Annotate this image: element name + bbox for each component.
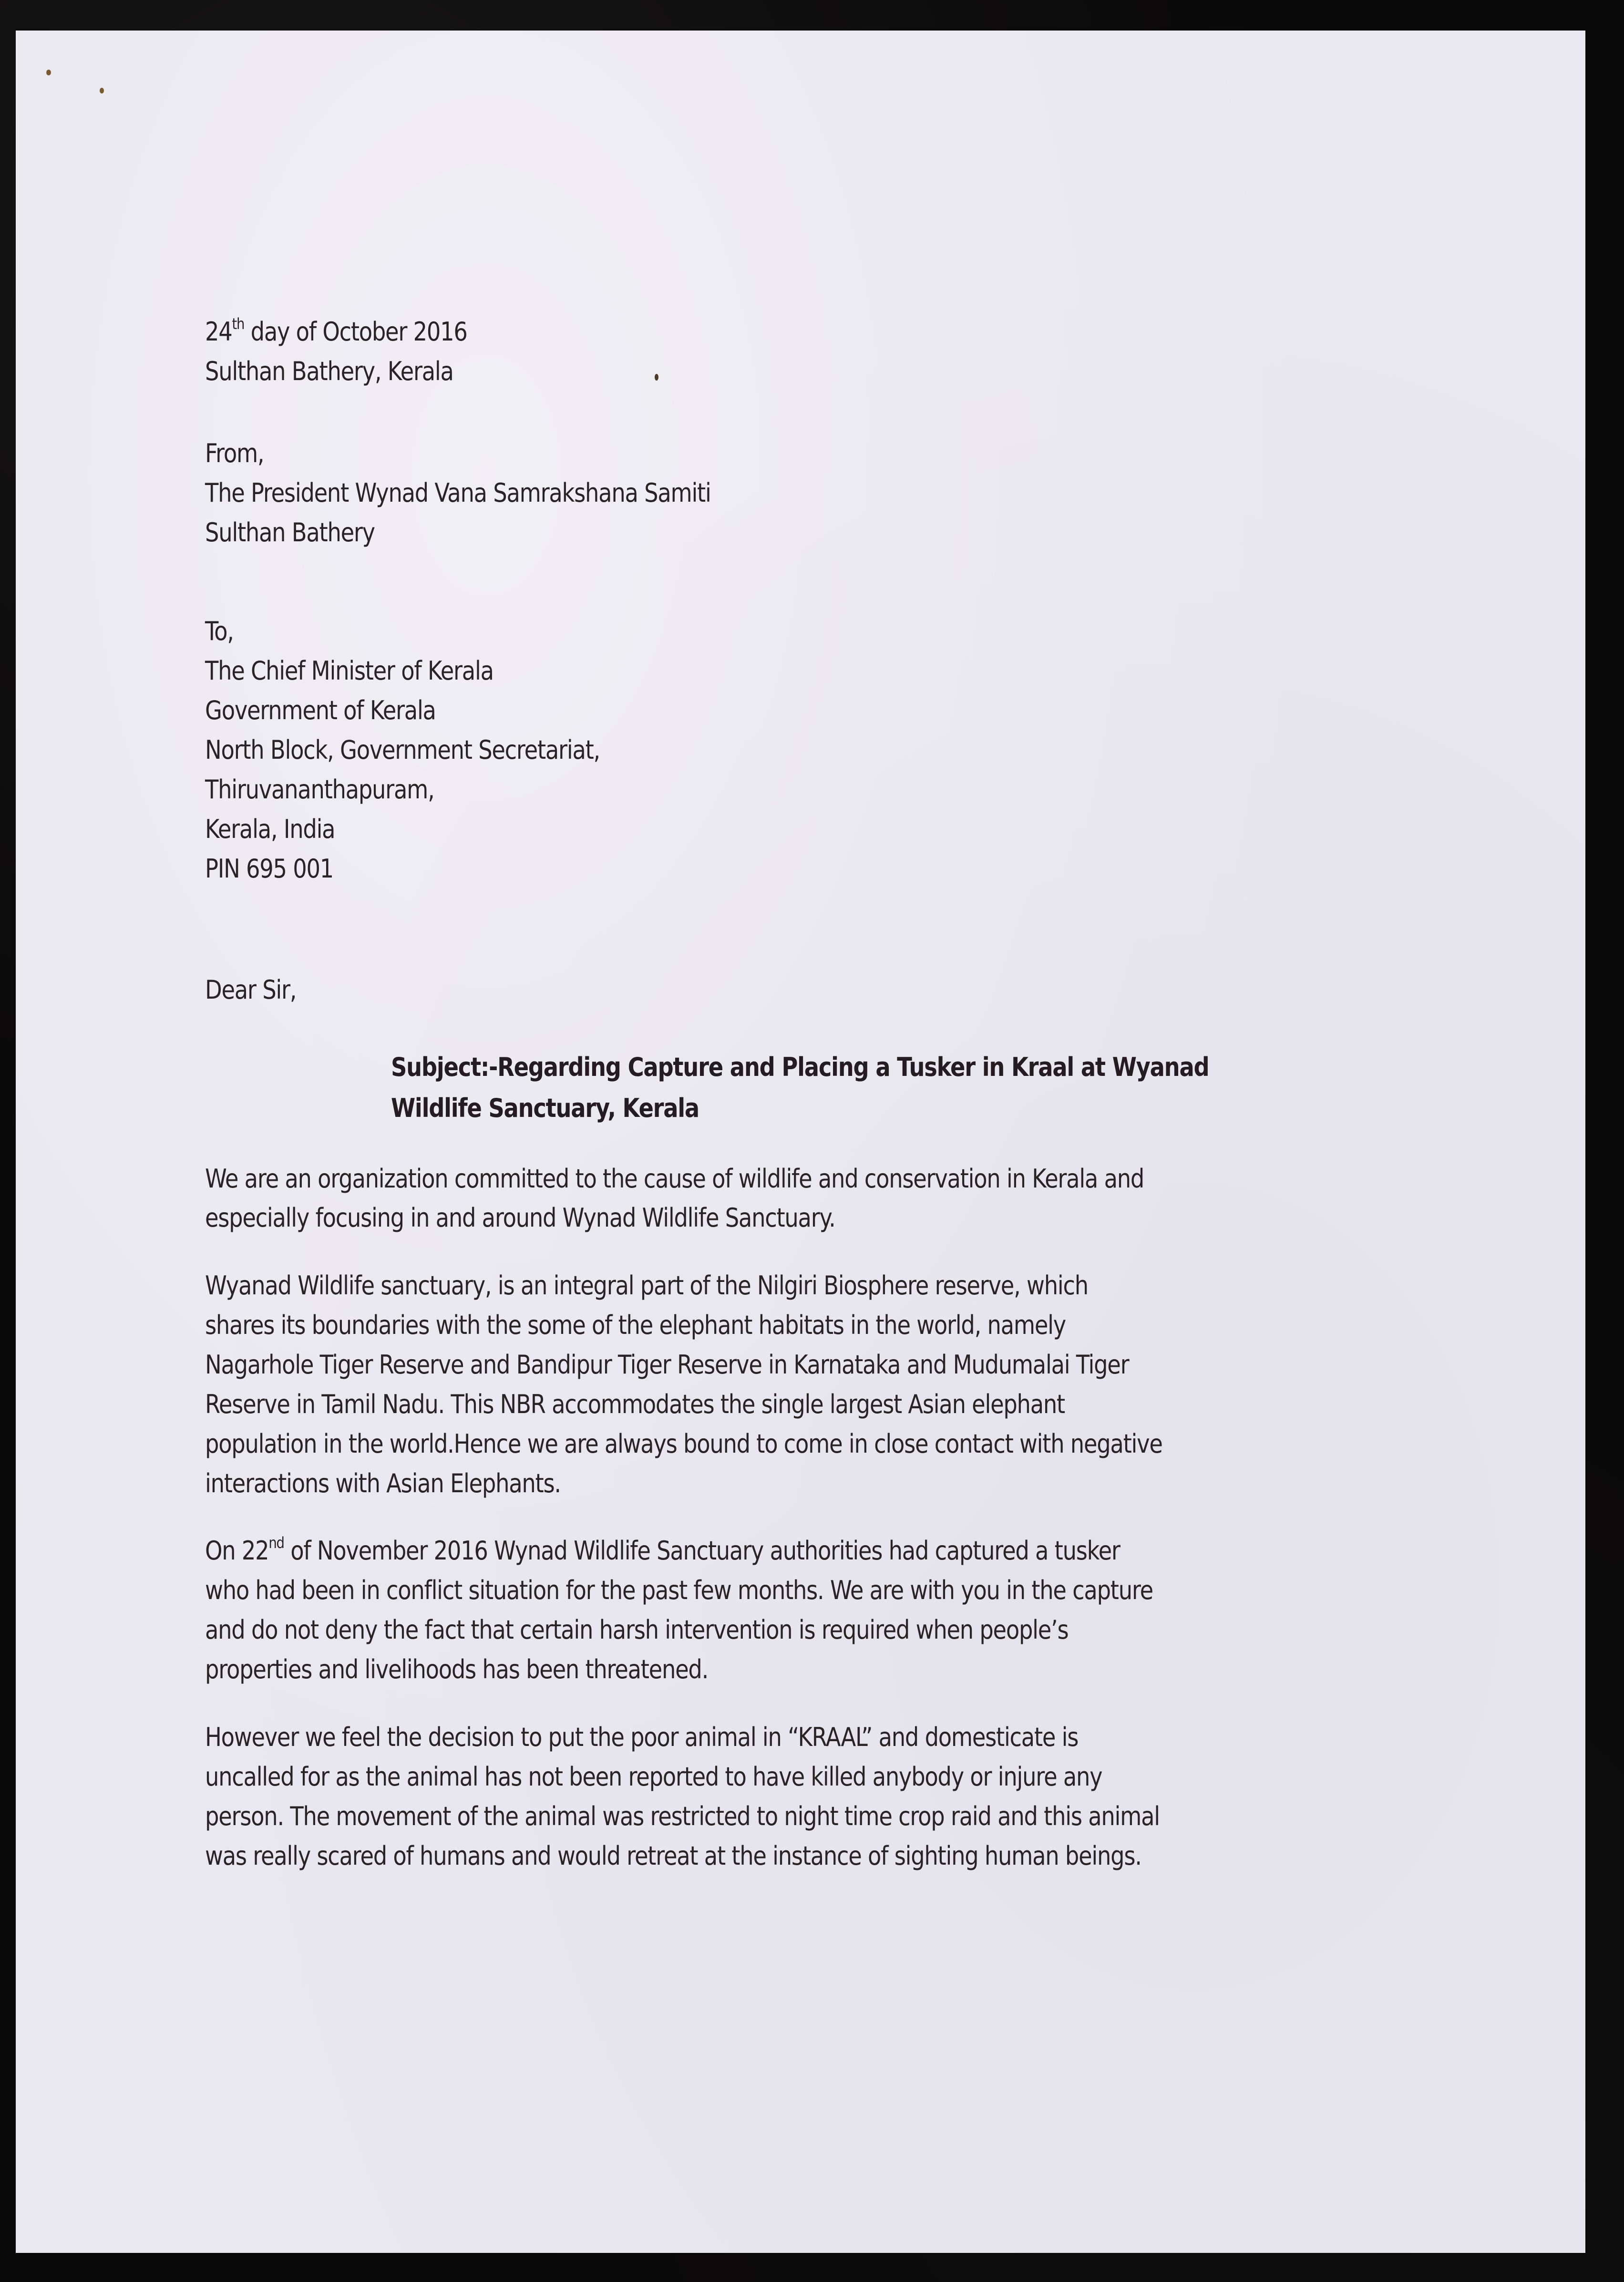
to-label: To, xyxy=(205,616,234,646)
to-line: Thiruvananthapuram, xyxy=(205,774,434,805)
paragraph-line: and do not deny the fact that certain harsh intervention is required when people’s xyxy=(205,1615,1069,1645)
paper-blemish xyxy=(655,374,658,381)
to-line: Kerala, India xyxy=(205,814,335,844)
subject-line: Wildlife Sanctuary, Kerala xyxy=(391,1093,699,1123)
paragraph-line: especially focusing in and around Wynad Wildlife Sanctuary. xyxy=(205,1203,835,1233)
paragraph-line: population in the world.Hence we are always bound to come in close contact with negative xyxy=(205,1429,1162,1459)
letter-place: Sulthan Bathery, Kerala xyxy=(205,356,453,386)
paragraph-line: shares its boundaries with the some of the elephant habitats in the world, namely xyxy=(205,1310,1066,1340)
to-line: Government of Kerala xyxy=(205,695,436,725)
to-line: North Block, Government Secretariat, xyxy=(205,735,600,765)
letter-page xyxy=(16,31,1585,2253)
paragraph-line: We are an organization committed to the cause of wildlife and conservation in Kerala and xyxy=(205,1164,1144,1194)
letter-date: 24th day of October 2016 xyxy=(205,315,467,347)
paragraph-line: However we feel the decision to put the poor animal in “KRAAL” and domesticate is xyxy=(205,1722,1079,1752)
from-line: The President Wynad Vana Samrakshana Samiti xyxy=(205,478,711,508)
paragraph-line: person. The movement of the animal was restricted to night time crop raid and this animal xyxy=(205,1801,1160,1831)
paragraph-line: Reserve in Tamil Nadu. This NBR accommodates the single largest Asian elephant xyxy=(205,1389,1065,1419)
from-line: Sulthan Bathery xyxy=(205,517,375,547)
paragraph-line: Wyanad Wildlife sanctuary, is an integral part of the Nilgiri Biosphere reserve, which xyxy=(205,1270,1088,1301)
paragraph-line: On 22nd of November 2016 Wynad Wildlife Sanctuary authorities had captured a tusker xyxy=(205,1534,1120,1566)
paragraph-line: who had been in conflict situation for the past few months. We are with you in the capture xyxy=(205,1575,1153,1605)
to-line: PIN 695 001 xyxy=(205,854,334,884)
paragraph-line: uncalled for as the animal has not been reported to have killed anybody or injure any xyxy=(205,1762,1102,1792)
subject-line: Subject:-Regarding Capture and Placing a Tusker in Kraal at Wyanad xyxy=(391,1052,1209,1082)
paragraph-line: was really scared of humans and would retreat at the instance of sighting human beings. xyxy=(205,1841,1141,1871)
to-line: The Chief Minister of Kerala xyxy=(205,656,493,686)
from-label: From, xyxy=(205,438,264,468)
salutation: Dear Sir, xyxy=(205,975,297,1005)
paper-blemish xyxy=(100,88,104,93)
paragraph-line: properties and livelihoods has been threatened. xyxy=(205,1654,709,1684)
paragraph-line: interactions with Asian Elephants. xyxy=(205,1468,561,1498)
paper-blemish xyxy=(46,70,51,75)
paragraph-line: Nagarhole Tiger Reserve and Bandipur Tiger Reserve in Karnataka and Mudumalai Tiger xyxy=(205,1350,1129,1380)
